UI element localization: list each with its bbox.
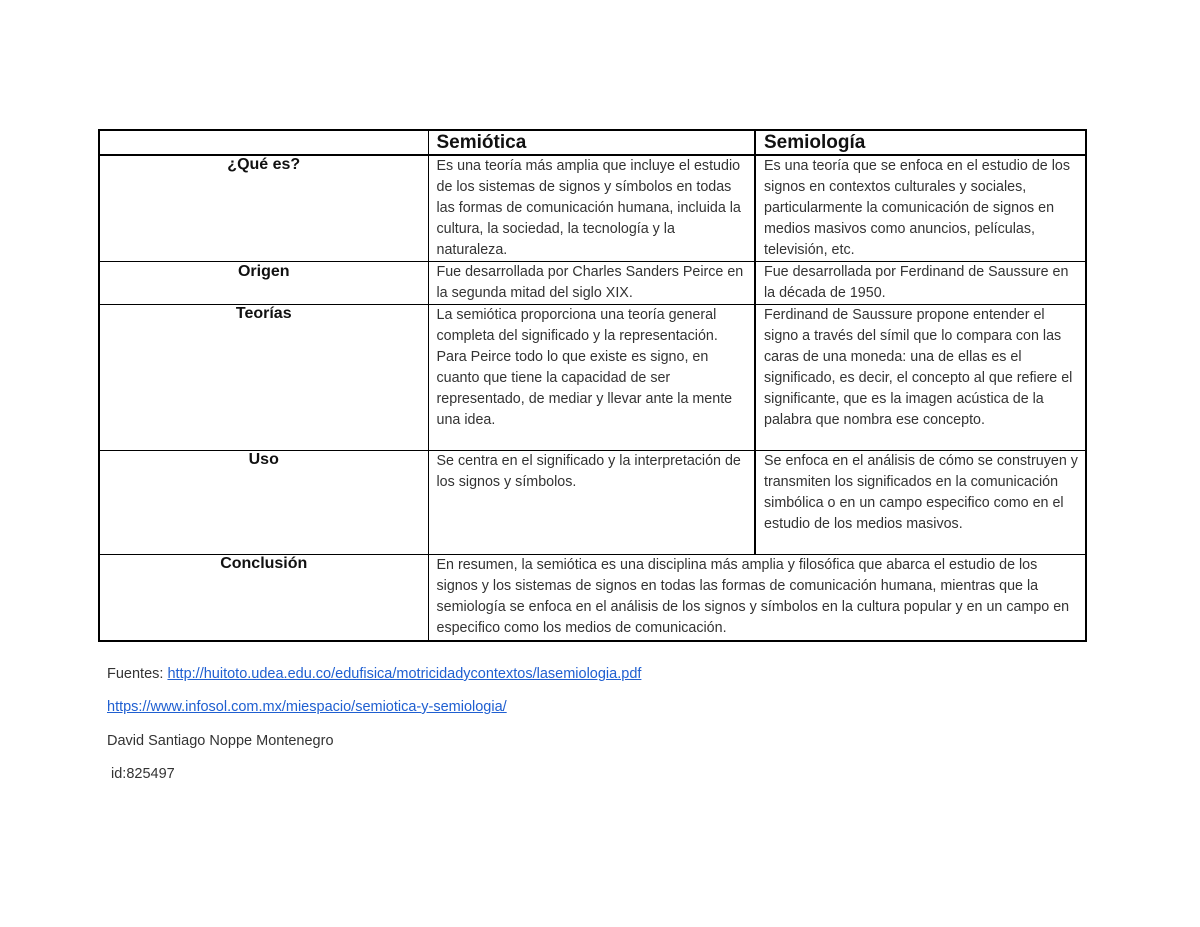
sources-label: Fuentes: [107, 666, 168, 682]
comparison-table [98, 129, 1087, 642]
cell-semiologia-teorias: Ferdinand de Saussure propone entender el signo a través del símil que lo compara con las caras de una moneda: una de ellas es el significado, es decir, el concepto al que refiere el significante, que es la imagen acústica de la palabra que nombra ese concepto. [755, 305, 1086, 451]
header-semiologia: Semiología [755, 130, 1086, 155]
sources-line-1 [107, 666, 641, 682]
table-row [99, 262, 1086, 305]
row-label-teorias: Teorías [99, 305, 428, 451]
cell-semiotica-origen: Fue desarrollada por Charles Sanders Peirce en la segunda mitad del siglo XIX. [428, 262, 755, 305]
cell-semiotica-que-es: Es una teoría más amplia que incluye el estudio de los sistemas de signos y símbolos en todas las formas de comunicación humana, incluida la cultura, la sociedad, la tecnología y la naturaleza. [428, 155, 755, 262]
header-corner-cell [99, 130, 428, 155]
table-row [99, 155, 1086, 262]
student-id: id:825497 [111, 766, 175, 782]
sources-line-2 [107, 699, 507, 715]
row-label-uso: Uso [99, 451, 428, 555]
header-semiotica: Semiótica [428, 130, 755, 155]
table-header-row [99, 130, 1086, 155]
cell-semiotica-teorias: La semiótica proporciona una teoría general completa del significado y la representación. Para Peirce todo lo que existe es signo, en cuanto que tiene la capacidad de ser representado, de mediar y llevar ante la mente una idea. [428, 305, 755, 451]
row-label-que-es: ¿Qué es? [99, 155, 428, 262]
cell-semiologia-origen: Fue desarrollada por Ferdinand de Saussure en la década de 1950. [755, 262, 1086, 305]
cell-conclusion: En resumen, la semiótica es una disciplina más amplia y filosófica que abarca el estudio de los signos y los sistemas de signos en todas las formas de comunicación humana, mientras que la semiología se enfoca en el análisis de los signos y símbolos en la cultura popular y en un campo en especifico como los medios de comunicación. [428, 555, 1086, 641]
author-name: David Santiago Noppe Montenegro [107, 733, 334, 749]
cell-semiologia-que-es: Es una teoría que se enfoca en el estudio de los signos en contextos culturales y sociales, particularmente la comunicación de signos en medios masivos como anuncios, películas, televisión, etc. [755, 155, 1086, 262]
source-link-infosol[interactable]: https://www.infosol.com.mx/miespacio/semiotica-y-semiologia/ [107, 699, 507, 715]
table-row [99, 451, 1086, 555]
table-row [99, 305, 1086, 451]
table-row-conclusion [99, 555, 1086, 641]
source-link-huitoto[interactable]: http://huitoto.udea.edu.co/edufisica/motricidadycontextos/lasemiologia.pdf [167, 666, 642, 682]
cell-semiologia-uso: Se enfoca en el análisis de cómo se construyen y transmiten los significados en la comunicación simbólica o en un campo especifico como en el estudio de los medios masivos. [755, 451, 1086, 555]
row-label-conclusion: Conclusión [99, 555, 428, 641]
row-label-origen: Origen [99, 262, 428, 305]
cell-semiotica-uso: Se centra en el significado y la interpretación de los signos y símbolos. [428, 451, 755, 555]
